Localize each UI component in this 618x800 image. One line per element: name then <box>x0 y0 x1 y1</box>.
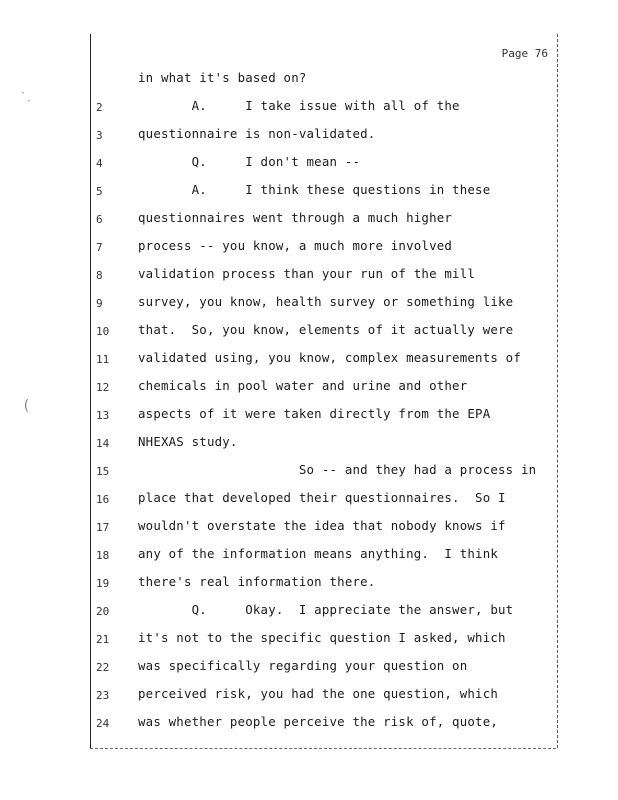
transcript-line: So -- and they had a process in <box>138 462 537 477</box>
line-number: 4 <box>96 157 103 170</box>
transcript-line: was specifically regarding your question on <box>138 658 468 673</box>
line-number: 8 <box>96 269 103 282</box>
transcript-line: place that developed their questionnaires. So I <box>138 490 506 505</box>
line-number: 9 <box>96 297 103 310</box>
line-number: 18 <box>96 549 110 562</box>
line-number: 22 <box>96 661 110 674</box>
transcript-line: questionnaires went through a much higher <box>138 210 453 225</box>
line-number: 2 <box>96 101 103 114</box>
transcript-line: chemicals in pool water and urine and other <box>138 378 468 393</box>
transcript-line: Q. Okay. I appreciate the answer, but <box>138 602 514 617</box>
transcript-line: NHEXAS study. <box>138 434 238 449</box>
line-number: 21 <box>96 633 110 646</box>
transcript-line: questionnaire is non-validated. <box>138 126 376 141</box>
line-number: 11 <box>96 353 110 366</box>
transcript-line: was whether people perceive the risk of, quote, <box>138 714 499 729</box>
transcript-line: process -- you know, a much more involved <box>138 238 453 253</box>
line-number: 24 <box>96 717 110 730</box>
page-number: Page 76 <box>501 47 548 60</box>
transcript-line: validation process than your run of the mill <box>138 266 476 281</box>
transcript-line: that. So, you know, elements of it actually were <box>138 322 514 337</box>
bottom-rule <box>90 748 556 749</box>
transcript-line: survey, you know, health survey or something like <box>138 294 514 309</box>
transcript-line: in what it's based on? <box>138 70 307 85</box>
line-number: 17 <box>96 521 110 534</box>
line-number: 12 <box>96 381 110 394</box>
line-number: 7 <box>96 241 103 254</box>
transcript-line: Q. I don't mean -- <box>138 154 361 169</box>
line-number: 23 <box>96 689 110 702</box>
line-number: 19 <box>96 577 110 590</box>
line-number: 15 <box>96 465 110 478</box>
line-number: 16 <box>96 493 110 506</box>
transcript-line: wouldn't overstate the idea that nobody knows if <box>138 518 506 533</box>
transcript-line: there's real information there. <box>138 574 376 589</box>
transcript-line: it's not to the specific question I asked, which <box>138 630 506 645</box>
line-number: 13 <box>96 409 110 422</box>
transcript-line: perceived risk, you had the one question, which <box>138 686 499 701</box>
scan-mark: · <box>20 88 27 99</box>
scan-mark: ( <box>22 398 31 414</box>
line-number: 6 <box>96 213 103 226</box>
transcript-line: A. I think these questions in these <box>138 182 491 197</box>
scan-mark: · <box>26 96 33 107</box>
line-number: 3 <box>96 129 103 142</box>
line-number: 20 <box>96 605 110 618</box>
line-number: 10 <box>96 325 110 338</box>
transcript-line: aspects of it were taken directly from the EPA <box>138 406 491 421</box>
transcript-line: A. I take issue with all of the <box>138 98 460 113</box>
line-number: 14 <box>96 437 110 450</box>
transcript-line: validated using, you know, complex measurements of <box>138 350 521 365</box>
line-number: 5 <box>96 185 103 198</box>
transcript-line: any of the information means anything. I think <box>138 546 499 561</box>
